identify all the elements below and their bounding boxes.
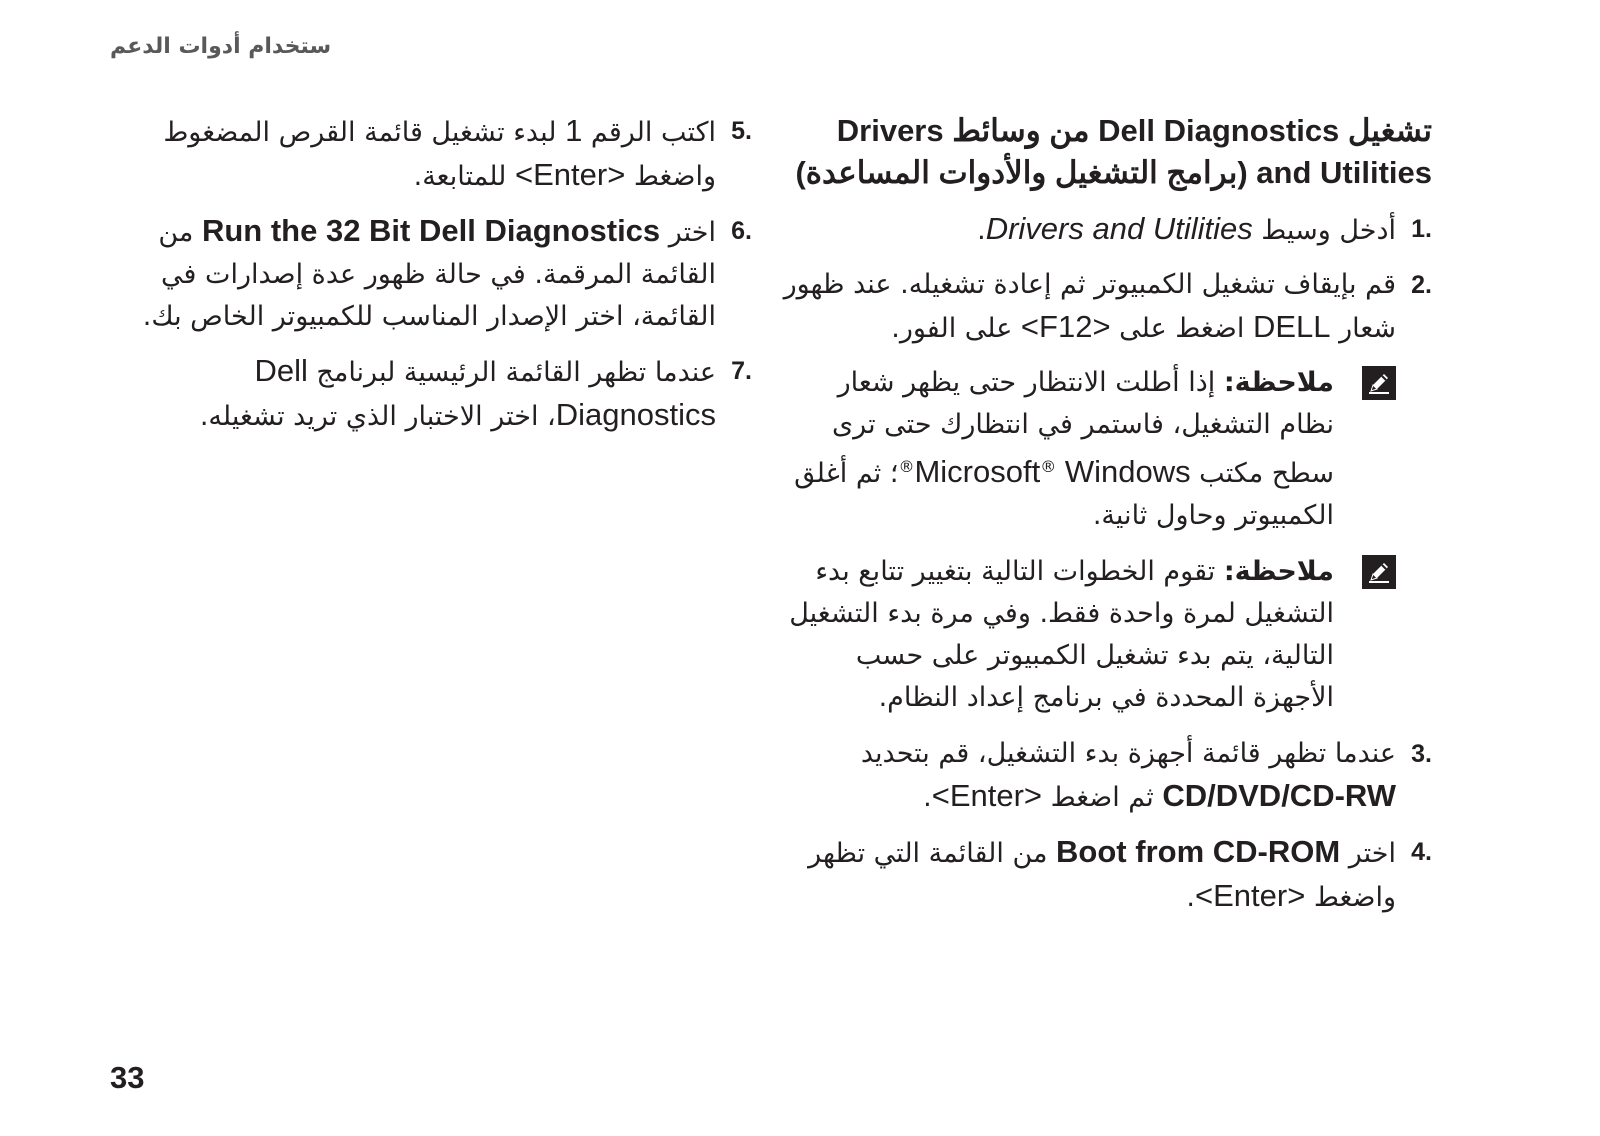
steps-list-left (112, 110, 752, 438)
step-text: على الفور. (891, 313, 1021, 344)
key-name: <F12> (1020, 309, 1111, 344)
step-text: اضغط على (1110, 313, 1253, 344)
section-heading (782, 110, 1432, 194)
step-number: 3. (1411, 740, 1432, 768)
step-1 (782, 208, 1432, 252)
key-name: <Enter> (1194, 878, 1306, 913)
step-number: 7. (731, 357, 752, 385)
note-label: ملاحظة: (1223, 556, 1334, 587)
heading-term: Dell Diagnostics (1098, 113, 1340, 148)
note-text: إذا أطلت الانتظار حتى يظهر شعار نظام التشغيل، فاستمر في انتظارك حتى ترى سطح مكتب (832, 367, 1334, 489)
heading-part: (برامج التشغيل والأدوات المساعدة) (795, 155, 1257, 190)
step-2 (782, 264, 1432, 350)
registered-mark: ® (898, 457, 915, 476)
step-text: ، اختر الاختبار الذي تريد تشغيله. (199, 401, 556, 432)
heading-part: من وسائط (943, 113, 1099, 148)
heading-term: Drivers and Utilities (836, 113, 1432, 190)
step-text: اكتب الرقم (582, 117, 716, 148)
step-4 (782, 831, 1432, 919)
step-number: 1. (1411, 215, 1432, 243)
menu-option: CD/DVD/CD-RW (1162, 778, 1396, 813)
step-text: اختر (1340, 838, 1396, 869)
steps-list-right-cont (782, 733, 1432, 919)
step-number: 4. (1411, 838, 1432, 866)
menu-option: Run the 32 Bit Dell Diagnostics (201, 213, 661, 248)
product-name: Microsoft (914, 454, 1041, 489)
steps-list-right (782, 208, 1432, 350)
right-column (782, 110, 1432, 931)
step-7 (112, 350, 752, 438)
step-number: 5. (731, 117, 752, 145)
note-text: ؛ ثم أغلق الكمبيوتر وحاول ثانية. (794, 458, 1334, 531)
heading-part: تشغيل (1339, 113, 1432, 148)
step-text: . (1186, 882, 1195, 913)
menu-option: Boot from CD-ROM (1056, 834, 1341, 869)
note-pencil-icon (1362, 555, 1396, 589)
step-text: عندما تظهر القائمة الرئيسية لبرنامج (307, 357, 716, 388)
logo-name: DELL (1252, 309, 1331, 344)
step-text: . (977, 215, 986, 246)
media-name: Drivers and Utilities (985, 211, 1253, 246)
step-3 (782, 733, 1432, 819)
digit: 1 (565, 113, 583, 148)
note-label: ملاحظة: (1223, 367, 1334, 398)
step-text: لبدء تشغيل قائمة القرص المضغوط واضغط (163, 117, 716, 192)
note-pencil-icon (1362, 366, 1396, 400)
running-header: ستخدام أدوات الدعم (110, 34, 332, 59)
step-text: اختر (660, 217, 716, 248)
step-text: عندما تظهر قائمة أجهزة بدء التشغيل، قم بتحديد (860, 738, 1396, 769)
step-6 (112, 210, 752, 338)
step-text: . (923, 782, 932, 813)
step-number: 2. (1411, 271, 1432, 299)
registered-mark: ® (1040, 457, 1057, 476)
step-5 (112, 110, 752, 198)
note-text: تقوم الخطوات التالية بتغيير تتابع بدء التشغيل لمرة واحدة فقط. وفي مرة بدء التشغيل التالية، يتم بدء تشغيل الكمبيوتر على حسب الأجهزة المحددة في برنامج إعداد النظام. (789, 556, 1334, 713)
program-name: Dell Diagnostics (254, 353, 716, 432)
key-name: <Enter> (514, 157, 626, 192)
step-text: من القائمة التي تظهر واضغط (808, 838, 1396, 913)
key-name: <Enter> (931, 778, 1043, 813)
product-name: Windows (1056, 454, 1191, 489)
step-number: 6. (731, 217, 752, 245)
note-1 (782, 362, 1396, 537)
step-text: قم بإيقاف تشغيل الكمبيوتر ثم إعادة تشغيله. عند ظهور شعار (783, 269, 1396, 344)
step-text: أدخل وسيط (1252, 215, 1396, 246)
note-2 (782, 551, 1396, 719)
left-column (112, 110, 752, 450)
step-text: ثم اضغط (1042, 782, 1163, 813)
step-text: من القائمة المرقمة. في حالة ظهور عدة إصدارات في القائمة، اختر الإصدار المناسب للكمبيوتر الخاص بك. (142, 217, 716, 332)
step-text: للمتابعة. (413, 161, 515, 192)
page-number: 33 (110, 1060, 145, 1095)
